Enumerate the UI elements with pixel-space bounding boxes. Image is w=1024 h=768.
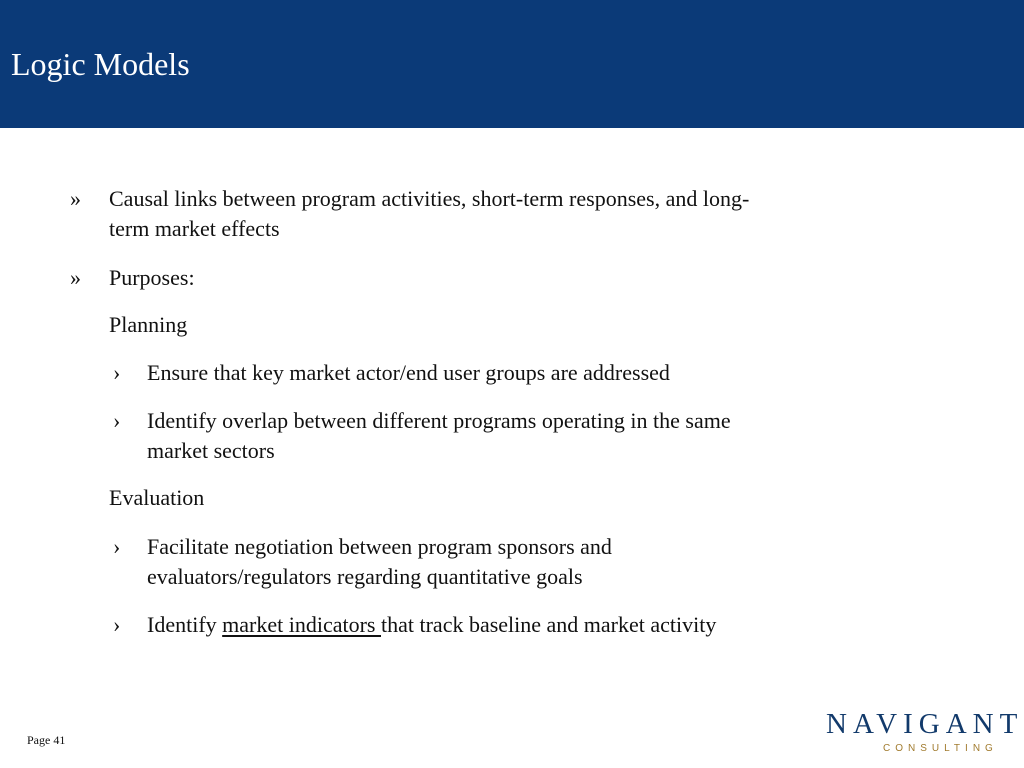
bullet-marker: » xyxy=(70,265,81,290)
section-heading-planning: Planning xyxy=(109,312,188,337)
bullet-text: Causal links between program activities, short-term responses, and long- xyxy=(109,186,750,211)
bullet-text-continued: term market effects xyxy=(109,216,280,241)
navigant-logo xyxy=(826,707,1024,757)
bullet-marker: » xyxy=(70,186,81,211)
sub-bullet-marker: › xyxy=(113,360,121,385)
bullet-text: Purposes: xyxy=(109,265,195,290)
sub-bullet-text-continued: evaluators/regulators regarding quantitative goals xyxy=(147,564,583,589)
sub-bullet-prefix: Identify xyxy=(147,612,223,637)
section-heading-evaluation: Evaluation xyxy=(109,485,205,510)
logo-subtitle: CONSULTING xyxy=(883,743,998,754)
logo-wordmark: NAVIGANT xyxy=(826,708,1024,740)
page-number: Page 41 xyxy=(27,733,66,747)
sub-bullet-marker: › xyxy=(113,612,121,637)
sub-bullet-text xyxy=(147,610,716,640)
sub-bullet-text-continued: market sectors xyxy=(147,438,275,463)
slide-title: Logic Models xyxy=(11,46,190,82)
sub-bullet-text: Facilitate negotiation between program sponsors and xyxy=(147,534,612,559)
market-indicators-link[interactable]: market indicators xyxy=(222,612,381,637)
sub-bullet-marker: › xyxy=(113,408,121,433)
sub-bullet-marker: › xyxy=(113,534,121,559)
sub-bullet-suffix: that track baseline and market activity xyxy=(381,612,717,637)
sub-bullet-text: Ensure that key market actor/end user groups are addressed xyxy=(147,360,670,385)
sub-bullet-text: Identify overlap between different programs operating in the same xyxy=(147,408,731,433)
